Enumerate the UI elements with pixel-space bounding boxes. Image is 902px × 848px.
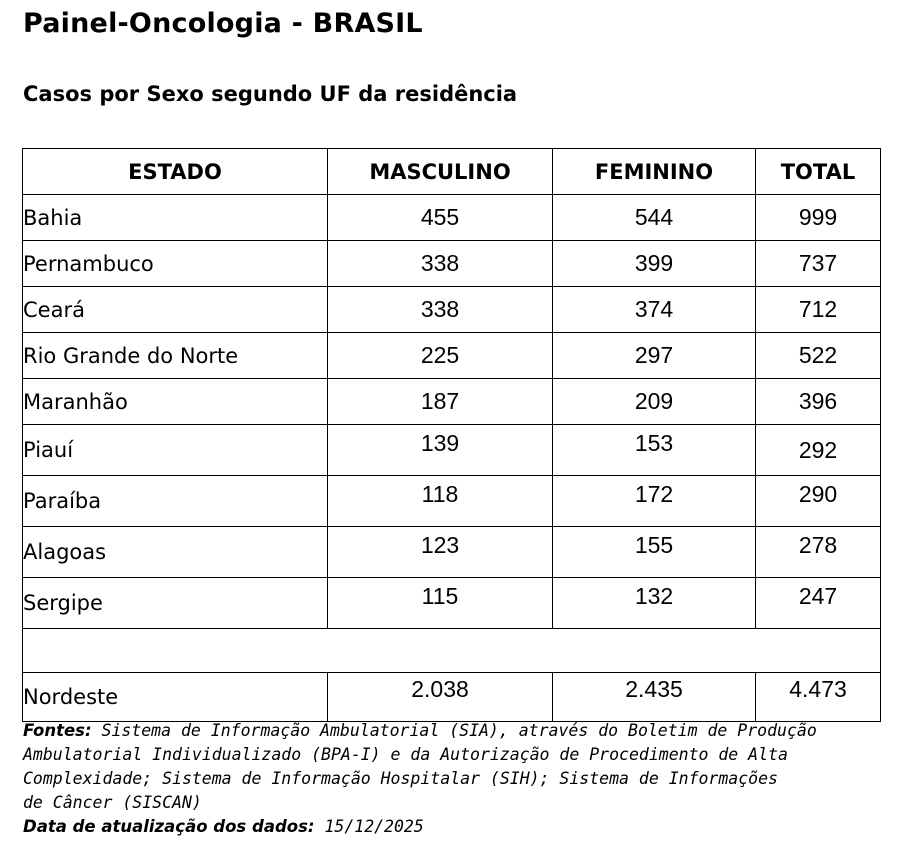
page-title: Painel-Oncologia - BRASIL (23, 8, 423, 39)
cell-estado: Maranhão (23, 379, 328, 425)
cell-feminino: 153 (553, 425, 756, 476)
cell-total: 290 (756, 476, 881, 527)
cell-feminino: 209 (553, 379, 756, 425)
cell-total: 292 (756, 425, 881, 476)
cell-masculino: 123 (328, 527, 553, 578)
cell-estado: Pernambuco (23, 241, 328, 287)
sources-text-line: de Câncer (SISCAN) (23, 793, 202, 812)
cell-masculino: 187 (328, 379, 553, 425)
column-header-estado: ESTADO (23, 149, 328, 195)
cell-total: 396 (756, 379, 881, 425)
spacer-cell (23, 629, 881, 673)
cell-total: 522 (756, 333, 881, 379)
cell-feminino: 155 (553, 527, 756, 578)
table-header-row (23, 149, 881, 195)
cell-feminino: 172 (553, 476, 756, 527)
sources-text-line: Sistema de Informação Ambulatorial (SIA), através do Boletim de Produção (101, 721, 817, 740)
table-row (23, 287, 881, 333)
table-row (23, 195, 881, 241)
cell-feminino: 399 (553, 241, 756, 287)
cell-estado: Paraíba (23, 476, 328, 527)
cell-total: 999 (756, 195, 881, 241)
sources-label: Fontes: (23, 721, 92, 740)
cell-masculino: 338 (328, 287, 553, 333)
cell-estado: Ceará (23, 287, 328, 333)
column-header-feminino: FEMININO (553, 149, 756, 195)
cell-masculino: 2.038 (328, 673, 553, 722)
update-date-label: Data de atualização dos dados: (23, 817, 315, 836)
sources-footer (23, 719, 883, 839)
cell-feminino: 2.435 (553, 673, 756, 722)
column-header-masculino: MASCULINO (328, 149, 553, 195)
table-summary-row (23, 673, 881, 722)
cell-masculino: 115 (328, 578, 553, 629)
table-row (23, 379, 881, 425)
cell-estado: Nordeste (23, 673, 328, 722)
table-row (23, 527, 881, 578)
cell-masculino: 338 (328, 241, 553, 287)
cell-estado: Piauí (23, 425, 328, 476)
cell-feminino: 544 (553, 195, 756, 241)
cell-feminino: 132 (553, 578, 756, 629)
cell-masculino: 118 (328, 476, 553, 527)
sources-text-line: Ambulatorial Individualizado (BPA-I) e da Autorização de Procedimento de Alta (23, 745, 788, 764)
cell-masculino: 139 (328, 425, 553, 476)
table-row (23, 578, 881, 629)
cell-estado: Rio Grande do Norte (23, 333, 328, 379)
cell-estado: Bahia (23, 195, 328, 241)
table-row (23, 476, 881, 527)
cell-feminino: 374 (553, 287, 756, 333)
cell-total: 278 (756, 527, 881, 578)
cell-feminino: 297 (553, 333, 756, 379)
cell-total: 247 (756, 578, 881, 629)
table-row (23, 241, 881, 287)
cell-total: 4.473 (756, 673, 881, 722)
sources-text-line: Complexidade; Sistema de Informação Hospitalar (SIH); Sistema de Informações (23, 769, 778, 788)
cell-estado: Sergipe (23, 578, 328, 629)
table-row (23, 333, 881, 379)
update-date-value: 15/12/2025 (324, 817, 424, 836)
cell-masculino: 455 (328, 195, 553, 241)
column-header-total: TOTAL (756, 149, 881, 195)
table-row (23, 425, 881, 476)
cases-table (22, 148, 881, 722)
cell-total: 737 (756, 241, 881, 287)
cell-total: 712 (756, 287, 881, 333)
cell-masculino: 225 (328, 333, 553, 379)
table-subtitle: Casos por Sexo segundo UF da residência (23, 82, 518, 106)
cell-estado: Alagoas (23, 527, 328, 578)
table-spacer-row (23, 629, 881, 673)
